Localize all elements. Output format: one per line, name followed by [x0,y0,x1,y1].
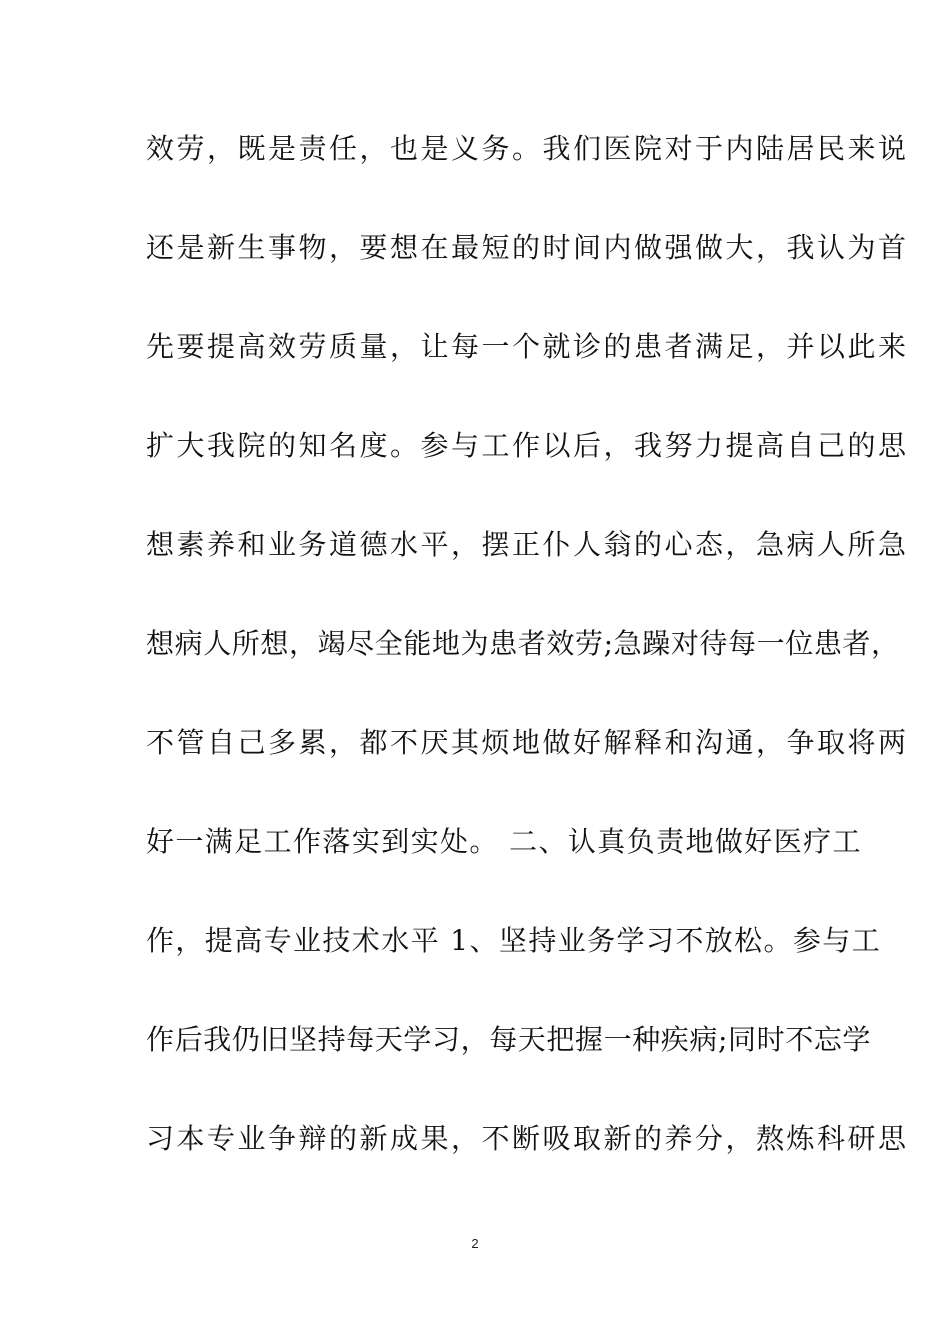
text-line: 效劳，既是责任，也是义务。我们医院对于内陆居民来说 [146,132,909,165]
page-number: 2 [471,1236,479,1251]
text-line: 好一满足工作落实到实处。 二、认真负责地做好医疗工 [146,825,862,858]
text-line: 习本专业争辩的新成果，不断吸取新的养分，熬炼科研思 [146,1122,909,1155]
text-line: 不管自己多累，都不厌其烦地做好解释和沟通，争取将两 [146,726,909,759]
text-line: 想素养和业务道德水平，摆正仆人翁的心态，急病人所急 [146,528,909,561]
text-line: 想病人所想，竭尽全能地为患者效劳;急躁对待每一位患者， [146,627,900,660]
text-line: 还是新生事物，要想在最短的时间内做强做大，我认为首 [146,231,909,264]
text-line: 作，提高专业技术水平 1、坚持业务学习不放松。参与工 [146,924,882,957]
text-line: 先要提高效劳质量，让每一个就诊的患者满足，并以此来 [146,330,909,363]
text-line: 作后我仍旧坚持每天学习，每天把握一种疾病;同时不忘学 [146,1023,872,1056]
body-text [146,124,909,1213]
text-line: 扩大我院的知名度。参与工作以后，我努力提高自己的思 [146,429,909,462]
